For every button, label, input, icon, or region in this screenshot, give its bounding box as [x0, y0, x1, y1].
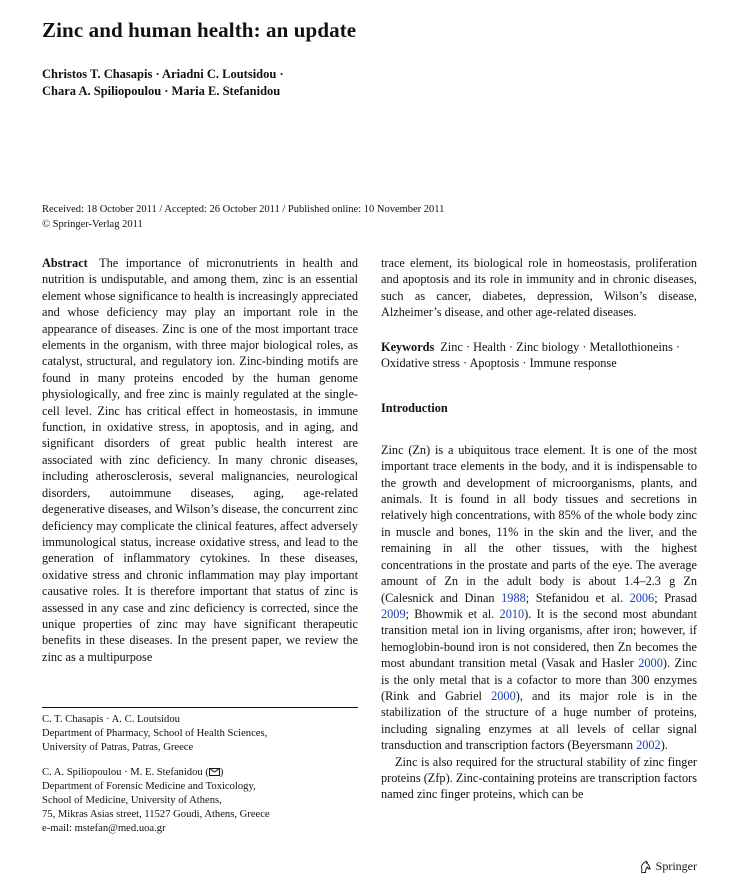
- intro-text: ).: [660, 738, 668, 753]
- keywords-block: [381, 339, 697, 372]
- citation-link[interactable]: 2002: [636, 738, 661, 753]
- affiliation-1-line-1: Department of Pharmacy, School of Health Sciences,: [42, 728, 268, 739]
- keywords-label: Keywords: [381, 339, 435, 354]
- affiliation-2-line-3: 75, Mikras Asias street, 11527 Goudi, Athens, Greece: [42, 809, 270, 820]
- intro-paragraph-2: Zinc is also required for the structural stability of zinc finger proteins (Zfp). Zinc-containing proteins are transcription factors named zinc finger proteins, which can be: [381, 754, 697, 802]
- envelope-icon: [209, 768, 220, 776]
- affiliation-2-line-2: School of Medicine, University of Athens,: [42, 795, 222, 806]
- abstract-label: Abstract: [42, 256, 88, 270]
- citation-link[interactable]: 1988: [501, 590, 526, 605]
- affiliation-2-names: C. A. Spiliopoulou · M. E. Stefanidou (: [42, 767, 209, 778]
- citation-link[interactable]: 2010: [499, 606, 525, 621]
- affiliation-1-names: C. T. Chasapis · A. C. Loutsidou: [42, 714, 180, 725]
- abstract-text: The importance of micronutrients in health and nutrition is undisputable, and among them, zinc is an essential element whose significance to health is increasingly appreciated and whose deficiency may play an important role in the appearance of diseases. Zinc is one of the most important trace elements in the organism, with three major biological roles, as catalyst, structural, and regulatory ion. Zinc-binding motifs are found in many proteins encoded by the human genome physiologically, and free zinc is mainly regulated at the single-cell level. Zinc has critical effect in homeostasis, in immune function, in oxidative stress, in apoptosis, and in aging, and significant disorders of great public health interest are associated with zinc deficiency. In many chronic diseases, including atherosclerosis, several malignancies, neurological disorders, autoimmune diseases, aging, age-related degenerative diseases, and Wilson’s disease, the concurrent zinc deficiency may complicate the clinical features, affect adversely immunological status, increase oxidative stress, and lead to the generation of inflammatory cytokines. In these diseases, oxidative stress and chronic inflammation may play important causative roles. It is therefore important that status of zinc is assessed in any case and zinc deficiency is corrected, since the unique properties of zinc may have significant therapeutic benefits in these diseases. In the present paper, we review the zinc as a multipurpose: [42, 256, 358, 664]
- publisher-name: Springer: [655, 859, 697, 873]
- intro-text: ; Stefanidou et al.: [525, 590, 630, 605]
- intro-text: ; Bhowmik et al.: [405, 606, 500, 621]
- citation-link[interactable]: 2000: [491, 688, 516, 703]
- intro-paragraph-1: [381, 442, 697, 754]
- intro-text: ). Zinc is the only metal that is a cofactor to more than 300 enzymes (Rink and Gabriel: [381, 656, 698, 703]
- affiliation-1: [42, 713, 358, 755]
- author-line-2: Chara A. Spiliopoulou · Maria E. Stefanidou: [42, 84, 281, 98]
- citation-link[interactable]: 2000: [638, 656, 663, 671]
- intro-text: Zinc (Zn) is a ubiquitous trace element. It is one of the most important trace elements in the body, and it is indispensable to the growth and development of microorganisms, plants, and animals. It is found in all body tissues and secretions in relatively high concentrations, with 85% of the whole body zinc in muscle and bones, 11% in the skin and the liver, and the remaining in all the other tissues, with the highest concentrations in the prostate and parts of the eye. The average amount of Zn in the adult body is about 1.4–2.3 g Zn (Calesnick and Dinan: [381, 442, 697, 605]
- introduction-heading: Introduction: [381, 401, 448, 416]
- abstract-paragraph: [42, 255, 358, 665]
- left-column: [42, 255, 358, 665]
- author-line-1: Christos T. Chasapis · Ariadni C. Loutsidou ·: [42, 67, 284, 81]
- date-history: Received: 18 October 2011 / Accepted: 26 October 2011 / Published online: 10 November 2011: [42, 204, 445, 215]
- abstract-continuation: trace element, its biological role in homeostasis, proliferation and apoptosis and its role in immunity and in chronic diseases, such as cancer, diabetes, depression, Wilson’s disease, Alzheimer’s disease, and other age-related diseases.: [381, 256, 697, 320]
- springer-logo: [639, 859, 697, 874]
- author-list: [42, 66, 284, 100]
- intro-text: ). It is the second most abundant transition metal ion in living organisms, after iron; however, if hemoglobin-bound iron is not considered, then Zn becomes the most abundant transition metal (Vasak and Hasler: [381, 606, 697, 671]
- keywords-text: Zinc · Health · Zinc biology · Metallothioneins · Oxidative stress · Apoptosis · Immune response: [381, 339, 681, 371]
- affiliation-2-names-end: ): [219, 767, 224, 778]
- affiliation-2: [42, 766, 358, 836]
- affiliation-1-line-2: University of Patras, Patras, Greece: [42, 742, 194, 753]
- paper-title: Zinc and human health: an update: [42, 18, 357, 42]
- affiliation-2-names-line: [42, 766, 358, 780]
- citation-link[interactable]: 2009: [381, 606, 406, 621]
- affiliation-2-line-1: Department of Forensic Medicine and Toxicology,: [42, 781, 256, 792]
- publication-dates: [42, 203, 444, 232]
- right-column: [381, 255, 697, 803]
- citation-link[interactable]: 2006: [629, 590, 655, 605]
- footnote-divider: [42, 707, 358, 708]
- intro-text: ; Prasad: [654, 590, 697, 605]
- affiliation-2-email[interactable]: e-mail: mstefan@med.uoa.gr: [42, 823, 166, 834]
- intro-text: ), and its major role is in the stabilization of the structure of a huge number of proteins, including signaling enzymes at all levels of cellar signal transduction and transcription factors (Beyersmann: [381, 688, 697, 753]
- copyright-line: © Springer-Verlag 2011: [42, 218, 143, 230]
- springer-horse-icon: [639, 860, 652, 874]
